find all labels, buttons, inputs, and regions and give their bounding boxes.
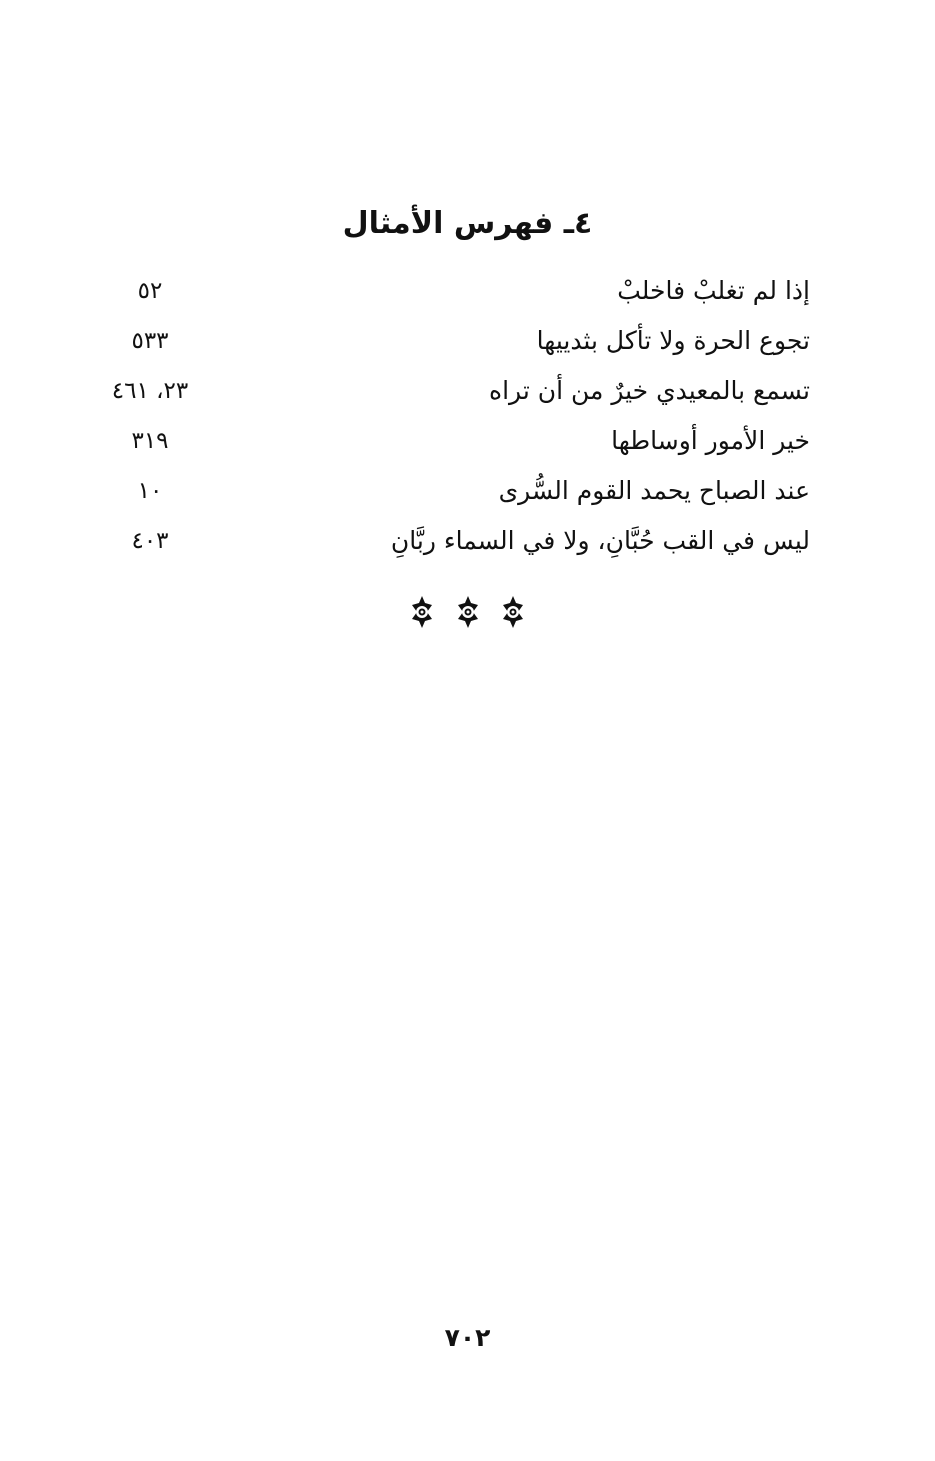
list-item: [90, 366, 820, 416]
proverb-text: عند الصباح يحمد القوم السُّرى: [498, 476, 810, 505]
proverb-text: تجوع الحرة ولا تأكل بثدييها: [536, 326, 810, 355]
proverb-text: تسمع بالمعيدي خيرٌ من أن تراه: [488, 376, 810, 405]
list-item: [90, 266, 820, 316]
page-reference: ٢٣، ٤٦١: [111, 378, 189, 404]
proverb-text: ليس في القب حُبَّانِ، ولا في السماء ربَّانِ: [390, 526, 810, 555]
page-reference: ٥٣٣: [131, 328, 169, 354]
list-item: [90, 416, 820, 466]
list-item: [90, 516, 820, 566]
floral-ornament-icon: [501, 596, 525, 628]
page-reference: ١٠: [137, 478, 163, 504]
page-reference: ٥٢: [137, 278, 163, 304]
proverb-index-list: [90, 266, 820, 566]
floral-ornament-icon: [410, 596, 434, 628]
section-end-ornaments: [0, 596, 935, 628]
page-reference: ٤٠٣: [131, 528, 169, 554]
floral-ornament-icon: [456, 596, 480, 628]
list-item: [90, 316, 820, 366]
proverb-text: خير الأمور أوساطها: [611, 426, 810, 455]
proverb-text: إذا لم تغلبْ فاخلبْ: [617, 276, 810, 305]
list-item: [90, 466, 820, 516]
page-reference: ٣١٩: [131, 428, 169, 454]
page-number: ٧٠٢: [444, 1323, 491, 1352]
index-title: ٤ـ فهرس الأمثال: [342, 206, 593, 242]
